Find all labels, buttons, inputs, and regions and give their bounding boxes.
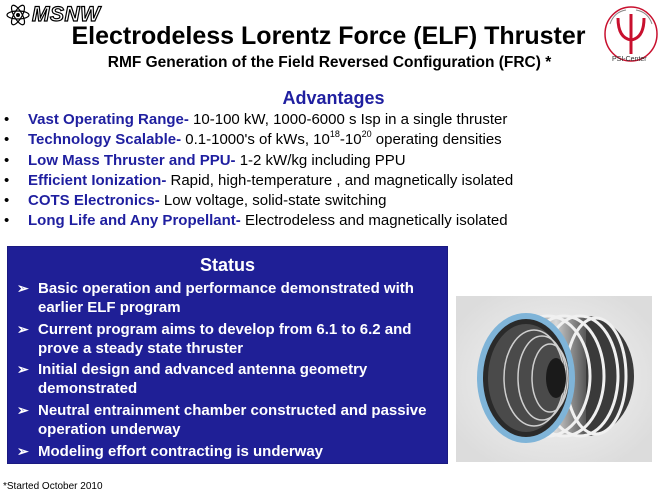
list-item: • Low Mass Thruster and PPU- 1-2 kW/kg including PPU: [0, 151, 513, 171]
arrow-bullet-icon: ➢: [17, 361, 29, 378]
arrow-bullet-icon: ➢: [17, 320, 29, 337]
list-item: ➢ Neutral entrainment chamber constructed and passive operation underway: [17, 402, 427, 439]
bullet-icon: •: [4, 171, 10, 189]
bullet-icon: •: [4, 131, 10, 149]
bullet-icon: •: [4, 111, 10, 128]
bullet-icon: •: [4, 192, 10, 210]
status-panel: [7, 246, 448, 464]
bullet-icon: •: [4, 151, 10, 169]
arrow-bullet-icon: ➢: [17, 280, 29, 296]
advantages-heading: Advantages: [282, 88, 385, 108]
arrow-bullet-icon: ➢: [17, 402, 29, 419]
bullet-icon: •: [4, 212, 10, 230]
list-item: ➢ Basic operation and performance demonstrated with earlier ELF program: [17, 280, 414, 316]
list-item: ➢ Modeling effort contracting is underway: [17, 442, 324, 460]
list-item: • Efficient Ionization- Rapid, high-temperature , and magnetically isolated: [0, 171, 513, 191]
list-item: • Vast Operating Range- 10-100 kW, 1000-6000 s Isp in a single thruster: [0, 110, 513, 130]
page-subtitle: RMF Generation of the Field Reversed Configuration (FRC) *: [107, 54, 552, 71]
status-list: [8, 279, 447, 463]
status-heading: Status: [199, 255, 255, 275]
footnote: *Started October 2010: [3, 481, 103, 492]
arrow-bullet-icon: ➢: [17, 442, 29, 459]
psi-center-label: PSI-Center: [612, 56, 647, 63]
list-item: • Long Life and Any Propellant- Electrodeless and magnetically isolated: [0, 211, 513, 231]
list-item: • COTS Electronics- Low voltage, solid-state switching: [0, 191, 513, 211]
list-item: ➢ Current program aims to develop from 6.1 to 6.2 and prove a steady state thruster: [17, 320, 412, 357]
thruster-image: [456, 296, 652, 462]
msnw-logo-text: MSNW: [32, 3, 101, 26]
advantages-list: [0, 110, 513, 232]
list-item: • Technology Scalable- 0.1-1000's of kWs, $10^{18}-10^{20}$ operating densities: [0, 130, 513, 150]
page-title: Electrodeless Lorentz Force (ELF) Thruster: [71, 22, 586, 50]
list-item: ➢ Initial design and advanced antenna geometry demonstrated: [17, 361, 368, 398]
